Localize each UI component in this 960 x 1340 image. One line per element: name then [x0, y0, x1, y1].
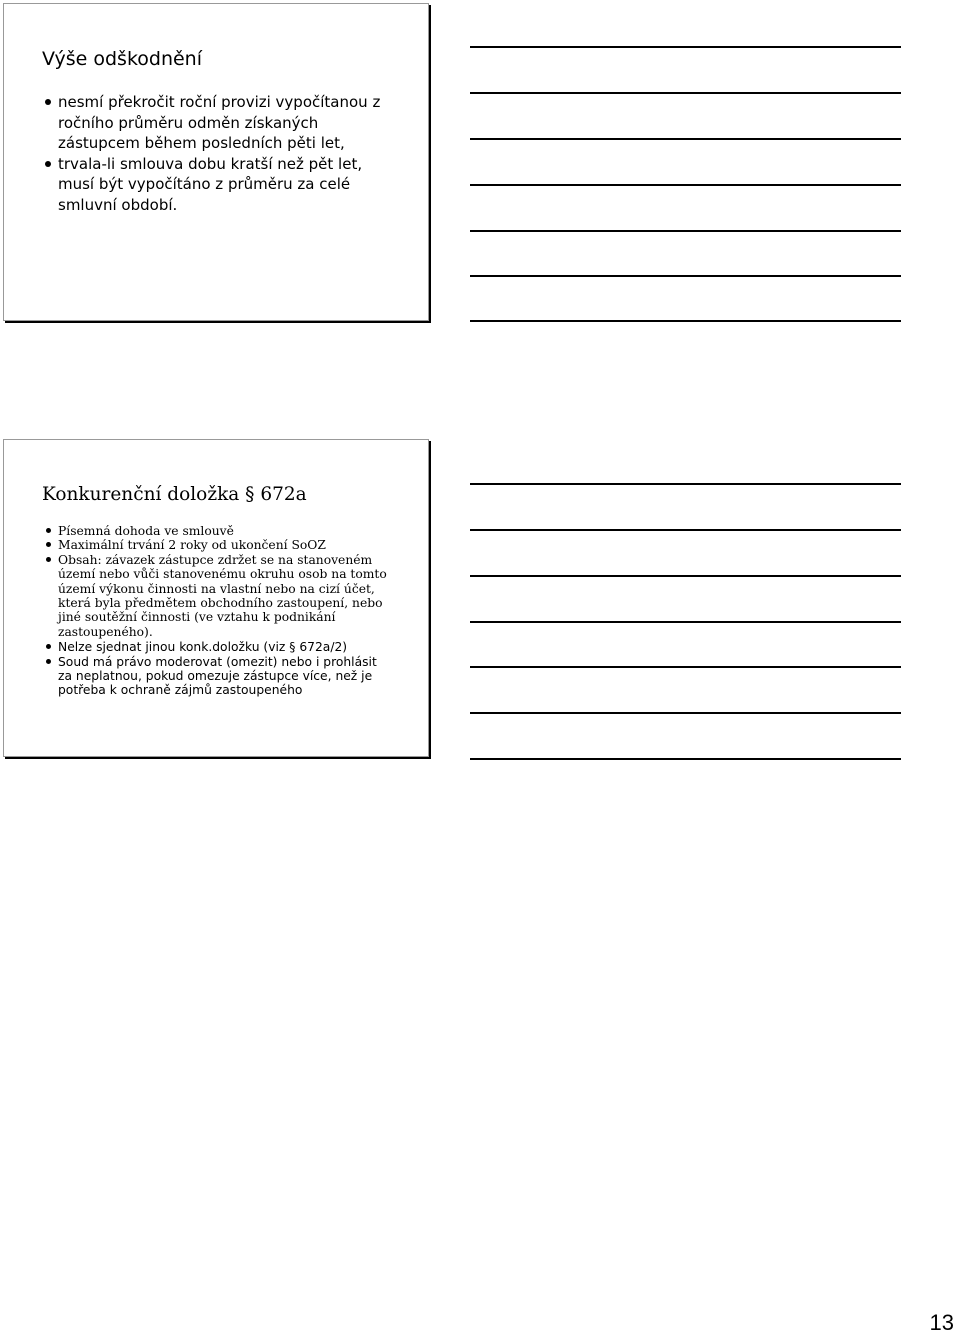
note-line [470, 46, 901, 48]
note-line [470, 483, 901, 485]
note-line [470, 275, 901, 277]
note-line [470, 758, 901, 760]
note-line [470, 230, 901, 232]
bullet-item: nesmí překročit roční provizi vypočítanou z ročního průměru odměn získaných zástupcem během posledních pěti let, [58, 92, 398, 154]
note-line [470, 712, 901, 714]
note-line [470, 529, 901, 531]
note-line [470, 666, 901, 668]
note-line [470, 575, 901, 577]
note-line [470, 138, 901, 140]
slide-vyse-odskodneni [3, 3, 429, 321]
bullet-item: Písemná dohoda ve smlouvě [58, 524, 393, 538]
bullet-list [58, 524, 393, 698]
page-number: 13 [929, 1310, 954, 1335]
slide-title: Výše odškodnění [42, 48, 203, 70]
note-line [470, 92, 901, 94]
slide-konkurencni-dolozka [3, 439, 429, 757]
bullet-item: trvala-li smlouva dobu kratší než pět let, musí být vypočítáno z průměru za celé smluvní období. [58, 154, 398, 216]
bullet-item: Maximální trvání 2 roky od ukončení SoOZ [58, 538, 393, 552]
note-line [470, 621, 901, 623]
bullet-item: Nelze sjednat jinou konk.doložku (viz § 672a/2) [58, 640, 393, 654]
note-line [470, 320, 901, 322]
bullet-item: Soud má právo moderovat (omezit) nebo i prohlásit za neplatnou, pokud omezuje zástupce více, než je potřeba k ochraně zájmů zastoupeného [58, 655, 393, 698]
slide-title: Konkurenční doložka § 672a [42, 484, 307, 505]
bullet-list [58, 92, 398, 215]
note-line [470, 184, 901, 186]
bullet-item: Obsah: závazek zástupce zdržet se na stanoveném území nebo vůči stanovenému okruhu osob na tomto území výkonu činnosti na vlastní nebo na cizí účet, která byla předmětem obchodního zastoupení, nebo jiné soutěžní činnosti (ve vztahu k podnikání zastoupeného). [58, 553, 393, 639]
